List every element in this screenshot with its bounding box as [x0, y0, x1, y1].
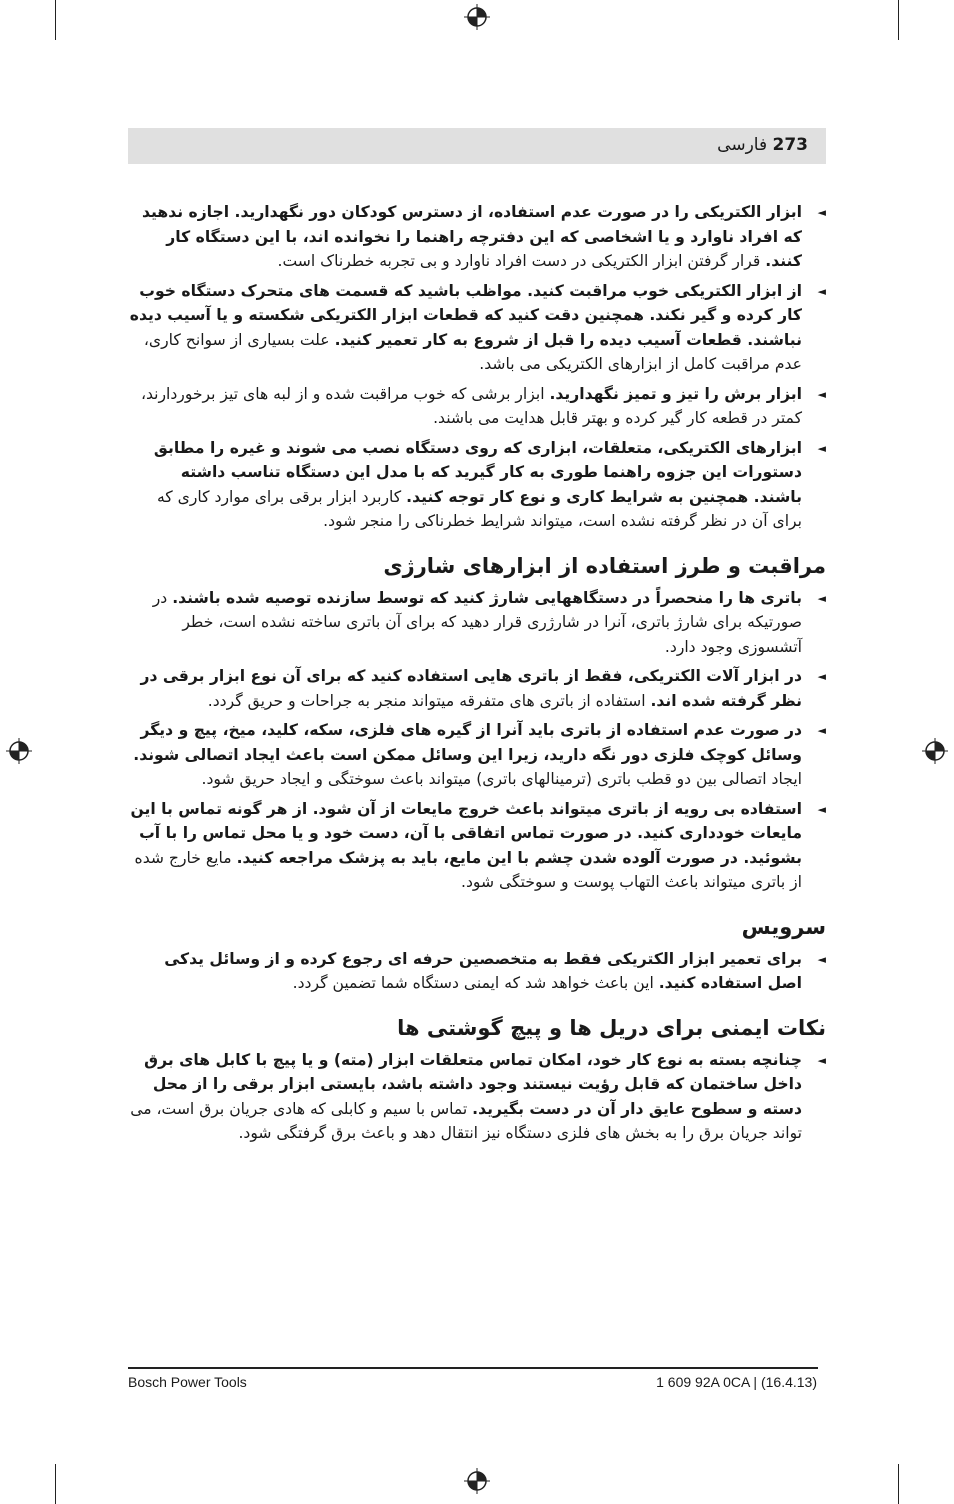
item-bold-text: باتری ها را منحصراً در دستگاههایی شارژ کنید که توسط سازنده توصیه شده باشند.: [172, 588, 802, 607]
section-heading: مراقبت و طرز استفاده از ابزارهای شارژی: [383, 553, 826, 578]
bullet-triangle-icon: ◄: [817, 1053, 826, 1067]
item-bold-text: ابزار الکتریکی را در صورت عدم استفاده، از دسترس کودکان دور نگهدارید. اجازه ندهید که افراد ناوارد و یا اشخاصی که این دفترچه راهنما را نخوانده اند، با این دستگاه کار کنند.: [142, 203, 802, 270]
bullet-triangle-icon: ◄: [817, 441, 826, 455]
trim-mark: [898, 0, 899, 40]
list-item: [128, 586, 826, 660]
bullet-triangle-icon: ◄: [817, 387, 826, 401]
bullet-triangle-icon: ◄: [817, 952, 826, 966]
section-heading: سرویس: [741, 914, 826, 939]
language-label: فارسی: [717, 135, 768, 155]
trim-mark: [55, 0, 56, 40]
document-body: [128, 200, 826, 1151]
item-body-text: استفاده از باتری های متفرقه میتواند منجر به جراحات و حریق گردد.: [207, 691, 651, 710]
item-bold-text: در صورت عدم استفاده از باتری باید آنرا از گیره های فلزی، سکه، کلید، میخ، پیچ و دیگر وسائل کوچک فلزی دور نگه دارید، زیرا این وسائل ممکن است باعث ایجاد اتصالی شوند.: [133, 721, 802, 764]
list-item: [128, 279, 826, 377]
list-item: [128, 1048, 826, 1146]
footer-divider: [128, 1367, 818, 1369]
header-text: [717, 135, 808, 155]
list-item: [128, 200, 826, 274]
item-bold-text: در ابزار آلات الکتریکی، فقط از باتری هایی استفاده کنید که برای آن نوع ابزار برقی در نظر گرفته شده اند.: [140, 667, 802, 710]
bullet-triangle-icon: ◄: [817, 206, 826, 219]
registration-mark-icon: [464, 4, 490, 30]
item-body-text: تماس با سیم و کابلی که هادی جریان برق است، می تواند جریان برق را به بخش های فلزی دستگاه نیز انتقال دهد و باعث برق گرفتگی شود.: [130, 1099, 802, 1142]
bullet-triangle-icon: ◄: [817, 670, 826, 683]
registration-mark-icon: [6, 738, 32, 764]
list-item: [128, 436, 826, 534]
item-bold-text: استفاده بی رویه از باتری میتواند باعث خروج مایعات از آن شود. از هر گونه تماس با این مایعات خودداری کنید. در صورت تماس اتفاقی با آن، دست خود و یا محل تماس را با آب بشوئید. در صورت آلوده شدن چشم با این مایع، باید به پزشک مراجعه کنید.: [130, 799, 802, 867]
footer-doc-code: 1 609 92A 0CA | (16.4.13): [656, 1374, 817, 1390]
trim-mark: [898, 1464, 899, 1504]
item-bold-text: از ابزار الکتریکی خوب مراقبت کنید. مواظب باشید که قسمت های متحرک دستگاه خوب کار کرده و گیر نکند. همچنین دقت کنید که قطعات ابزار الکتریکی شکسته و یا آسیب دیده نباشند. قطعات آسیب دیده را قبل از شروع به کار تعمیر کنید.: [129, 281, 802, 349]
list-item: [128, 664, 826, 713]
trim-mark: [55, 1464, 56, 1504]
item-body-text: کاربرد ابزار برقی برای موارد کاری که برای آن در نظر گرفته نشده است، میتواند شرایط خطرناکی را منجر شود.: [156, 487, 802, 530]
section-heading: نکات ایمنی برای دریل ها و پیچ گوشتی ها: [397, 1015, 826, 1040]
item-bold-text: برای تعمیر ابزار الکتریکی فقط به متخصصین حرفه ای رجوع کرده و از وسائل یدکی اصل استفاده کنید.: [164, 949, 802, 992]
item-body-text: این باعث خواهد شد که ایمنی دستگاه شما تضمین گردد.: [292, 974, 659, 992]
registration-mark-icon: [464, 1468, 490, 1494]
page-header: [128, 128, 826, 164]
page-number: 273: [772, 135, 808, 155]
list-item: [128, 947, 826, 996]
item-body-text: در صورتیکه برای شارژ باتری، آنرا در شارژری قرار دهید که برای آن باتری ساخته نشده است، خطر آتشسوزی وجود دارد.: [152, 588, 802, 656]
bullet-triangle-icon: ◄: [817, 591, 826, 605]
registration-mark-icon: [922, 738, 948, 764]
item-body-text: ابزار برشی که خوب مراقبت شده و از لبه های تیز برخوردارند، کمتر در قطعه کار گیر کرده و بهتر قابل هدایت می باشند.: [140, 384, 802, 427]
bullet-triangle-icon: ◄: [817, 724, 826, 737]
item-bold-text: چنانچه بسته به نوع کار خود، امکان تماس متعلقات ابزار (مته) و یا پیچ با کابل های برق داخل ساختمان که قابل رؤیت نیستند وجود داشته باشد، بایستی ابزار برقی را از محل دسته و سطوح عایق دار آن در دست بگیرید.: [144, 1050, 802, 1118]
list-item: [128, 718, 826, 792]
footer-publisher: Bosch Power Tools: [128, 1374, 247, 1390]
item-body-text: قرار گرفتن ابزار الکتریکی در دست افراد ناوارد و بی تجربه خطرناک است.: [277, 252, 766, 270]
item-bold-text: ابزار برش را تیز و تمیز نگهدارید.: [549, 384, 802, 403]
list-item: [128, 797, 826, 895]
list-item: [128, 382, 826, 431]
item-bold-text: ابزارهای الکتریکی، متعلقات، ابزاری که روی دستگاه نصب می شوند و غیره را مطابق دستورات این جزوه راهنما طوری به کار گیرید که با مدل این دستگاه تناسب داشته باشند. همچنین به شرایط کاری و نوع کار توجه کنید.: [153, 438, 802, 506]
bullet-triangle-icon: ◄: [817, 284, 826, 298]
item-body-text: ایجاد اتصالی بین دو قطب باتری (ترمینالهای باتری) میتواند باعث سوختگی و ایجاد حریق شود.: [201, 770, 802, 788]
bullet-triangle-icon: ◄: [817, 802, 826, 816]
item-body-text: مایع خارج شده از باتری میتواند باعث التهاب پوست و سوختگی شود.: [134, 848, 802, 891]
item-body-text: علت بسیاری از سوانح کاری، عدم مراقبت کامل از ابزارهای الکتریکی می باشد.: [143, 330, 802, 373]
